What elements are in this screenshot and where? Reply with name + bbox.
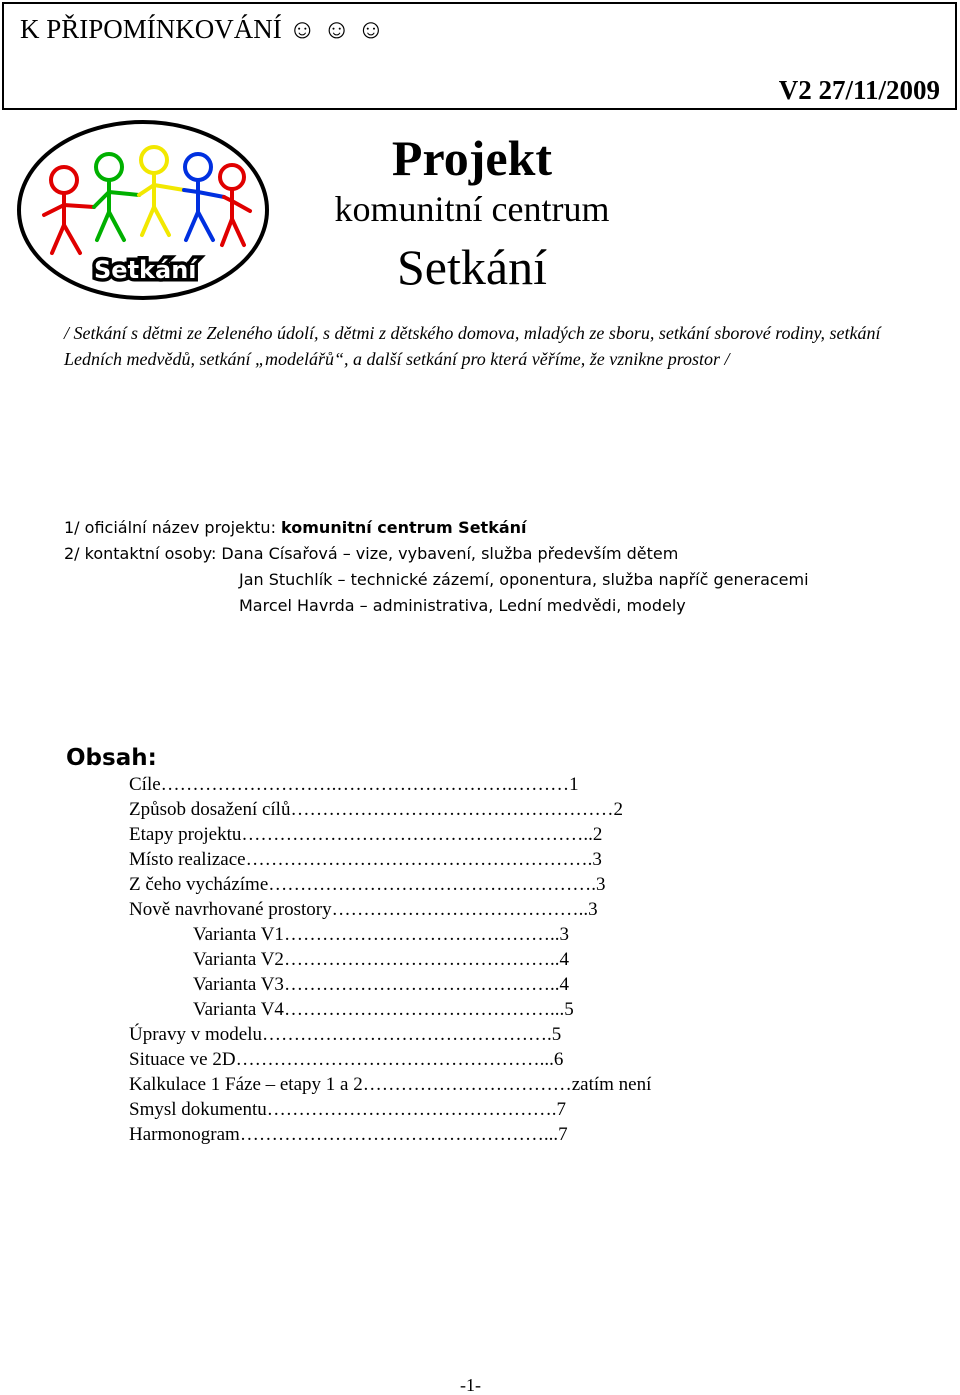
toc-item-leader: ……………………………………….	[266, 1099, 557, 1120]
page-number: -1-	[460, 1375, 481, 1395]
toc-item	[129, 797, 829, 822]
toc-item-page: 3	[596, 874, 606, 895]
toc-item	[129, 947, 829, 972]
toc-item-leader: …………………………………..	[331, 899, 589, 920]
official-name-value: komunitní centrum Setkání	[281, 518, 527, 537]
toc-item-label: Cíle	[129, 774, 161, 795]
toc-item-label: Z čeho vycházíme	[129, 874, 269, 895]
toc-item-page: 7	[556, 1099, 567, 1120]
toc-item	[129, 822, 829, 847]
toc-item-page: 1	[569, 774, 579, 795]
toc-item	[129, 1022, 829, 1047]
official-name-line	[64, 515, 809, 541]
table-of-contents	[129, 772, 829, 1147]
toc-item-page: 5	[551, 1024, 562, 1045]
toc-item	[129, 772, 829, 797]
logo-wordmark: Setkání	[94, 256, 197, 284]
toc-item-leader: ………………………………………………..	[241, 824, 593, 845]
toc-item-label: Nově navrhované prostory	[129, 899, 332, 920]
toc-item-leader: …………………………………………...	[235, 1049, 554, 1070]
toc-item-leader: ……………………………	[362, 1074, 572, 1095]
toc-item-leader: ……………………….……………………….………	[160, 774, 570, 795]
toc-item-leader: ……………………………………..	[283, 924, 560, 945]
title-name: Setkání	[397, 239, 547, 295]
toc-item-label: Smysl dokumentu	[129, 1099, 267, 1120]
toc-item-page: 7	[558, 1124, 568, 1145]
toc-item-label: Varianta V3	[193, 974, 284, 995]
toc-item	[129, 872, 829, 897]
toc-item-label: Způsob dosažení cílů	[129, 799, 291, 820]
setkani-logo	[14, 115, 272, 305]
toc-item	[129, 847, 829, 872]
toc-item	[129, 1047, 829, 1072]
review-banner-text: K PŘIPOMÍNKOVÁNÍ ☺ ☺ ☺	[20, 14, 385, 44]
toc-item-page: 3	[588, 899, 598, 920]
title-main: Projekt	[391, 130, 553, 186]
toc-item-page: 3	[559, 924, 569, 945]
toc-item-label: Etapy projektu	[129, 824, 242, 845]
toc-item-page: 3	[592, 849, 602, 870]
intro-paragraph: / Setkání s dětmi ze Zeleného údolí, s dětmi z dětského domova, mladých ze sboru, setkání sborové rodiny, setkání Ledních medvědů, setkání „modelářů“, a další setkání pro která věříme, že vznikne prostor /	[64, 323, 881, 369]
title-block	[300, 128, 644, 298]
toc-item-leader: ……………………………………..	[283, 974, 560, 995]
toc-item-leader: ……………………………………….	[261, 1024, 552, 1045]
toc-item-label: Varianta V2	[193, 949, 284, 970]
contents-heading: Obsah:	[66, 745, 157, 771]
toc-item	[129, 922, 829, 947]
toc-item-leader: …………………………………………….	[268, 874, 597, 895]
contact-line-3: Marcel Havrda – administrativa, Lední medvědi, modely	[239, 596, 686, 615]
toc-item-page: 2	[613, 799, 623, 820]
toc-item-label: Místo realizace	[129, 849, 246, 870]
toc-item-page: 4	[559, 974, 569, 995]
contact-line-2: Jan Stuchlík – technické zázemí, oponentura, služba napříč generacemi	[239, 570, 809, 589]
title-subtitle: komunitní centrum	[334, 189, 610, 229]
project-info	[64, 515, 809, 619]
toc-item-page: zatím není	[571, 1074, 652, 1095]
toc-item	[129, 1097, 829, 1122]
toc-item-page: 2	[592, 824, 603, 845]
toc-item-leader: …………………………………………...	[239, 1124, 559, 1145]
toc-item-label: Varianta V4	[193, 999, 284, 1020]
toc-item-label: Varianta V1	[193, 924, 284, 945]
toc-item-page: 6	[553, 1049, 564, 1070]
version-date: V2 27/11/2009	[778, 75, 940, 105]
toc-item	[129, 997, 829, 1022]
contact-line-1: 2/ kontaktní osoby: Dana Císařová – vize, vybavení, služba především dětem	[64, 544, 679, 563]
official-name-label: 1/ oficiální název projektu:	[64, 518, 282, 537]
toc-item	[129, 972, 829, 997]
toc-item-leader: ……………………………………..	[283, 949, 560, 970]
toc-item-leader: ……………………………………...	[283, 999, 565, 1020]
toc-item-page: 5	[564, 999, 574, 1020]
toc-item-label: Situace ve 2D	[129, 1049, 236, 1070]
toc-item-label: Kalkulace 1 Fáze – etapy 1 a 2	[129, 1074, 363, 1095]
toc-item-page: 4	[559, 949, 569, 970]
toc-item	[129, 1072, 829, 1097]
toc-item-leader: ……………………………………………	[290, 799, 614, 820]
toc-item-label: Harmonogram	[129, 1124, 240, 1145]
toc-item-leader: ……………………………………………….	[245, 849, 593, 870]
toc-item	[129, 897, 829, 922]
toc-item-label: Úpravy v modelu	[129, 1024, 262, 1045]
toc-item	[129, 1122, 829, 1147]
